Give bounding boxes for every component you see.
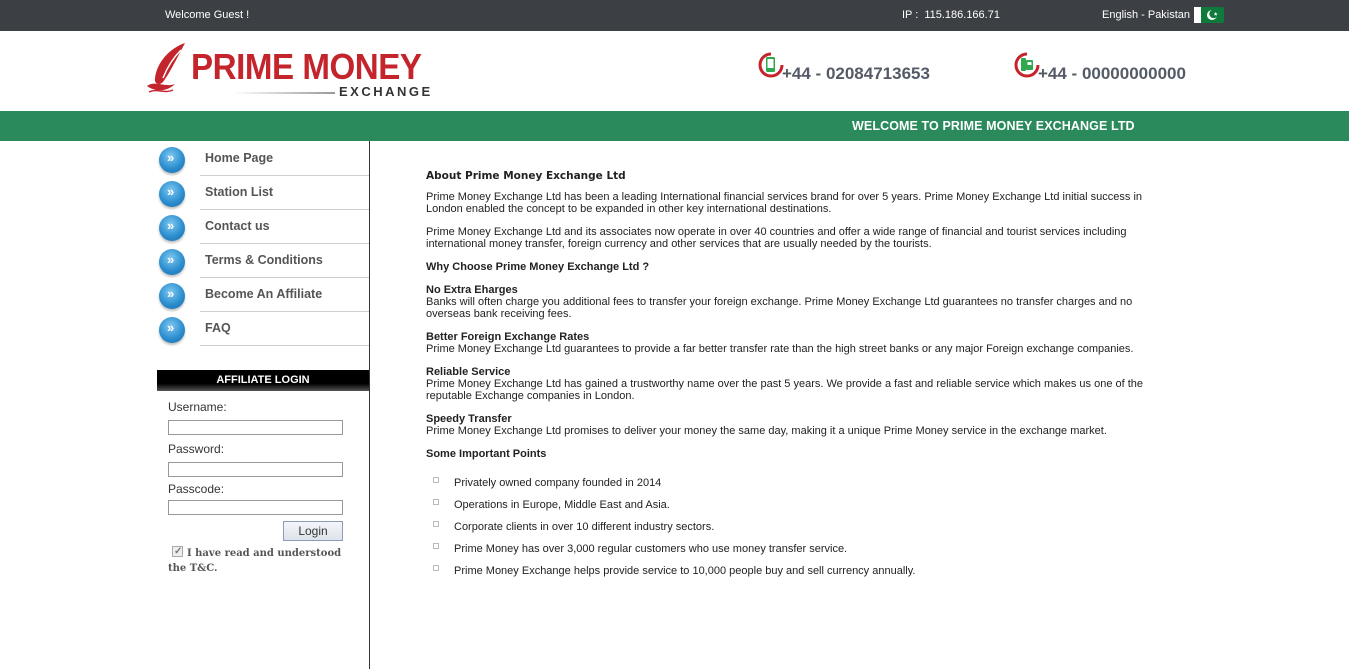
- about-title: About Prime Money Exchange Ltd: [426, 170, 626, 182]
- point-text: Privately owned company founded in 2014: [454, 477, 662, 489]
- nav-label[interactable]: Contact us: [205, 219, 270, 233]
- feature-text: Prime Money Exchange Ltd promises to deliver your money the same day, making it a unique Prime Money service in the exchange market.: [426, 425, 1107, 437]
- ip-label: IP :: [902, 9, 919, 21]
- nav-divider: [200, 345, 369, 346]
- nav-item-become-affiliate[interactable]: [157, 277, 369, 311]
- feature-block: [426, 331, 1146, 355]
- nav-label[interactable]: Become An Affiliate: [205, 287, 323, 301]
- nav-label[interactable]: Station List: [205, 185, 274, 199]
- nav-bullet-icon: [159, 215, 185, 241]
- phone-number-1: +44 - 02084713653: [782, 64, 930, 83]
- important-points-list: [426, 476, 1146, 586]
- nav-item-terms-conditions[interactable]: [157, 243, 369, 277]
- passcode-label: Passcode:: [168, 482, 225, 496]
- point-text: Operations in Europe, Middle East and Asia.: [454, 499, 670, 511]
- terms-text: I have read and understood the T&C.: [168, 548, 342, 574]
- nav-bullet-icon: [159, 283, 185, 309]
- nav-item-faq[interactable]: [157, 311, 369, 345]
- feature-title: No Extra Eharges: [426, 284, 518, 296]
- feature-title: Reliable Service: [426, 366, 511, 378]
- point-text: Prime Money has over 3,000 regular customers who use money transfer service.: [454, 543, 848, 555]
- nav-bullet-icon: [159, 317, 185, 343]
- about-paragraph-2: Prime Money Exchange Ltd and its associates now operate in over 40 countries and offer a wide range of financial and tourist services including international money transfer, foreign currency and other services that are usually needed by the tourists.: [426, 226, 1127, 250]
- feature-text: Prime Money Exchange Ltd has gained a trustworthy name over the past 5 years. We provide a fast and reliable service which makes us one of the reputable Exchange companies in London.: [426, 378, 1144, 402]
- password-label: Password:: [168, 442, 225, 456]
- top-bar: [0, 0, 1349, 31]
- nav-label[interactable]: FAQ: [205, 321, 231, 335]
- username-input[interactable]: [168, 420, 343, 435]
- passcode-input[interactable]: [168, 500, 343, 515]
- language-selector[interactable]: English - Pakistan: [1102, 9, 1191, 21]
- sidebar: [157, 141, 370, 669]
- list-bullet-icon: [433, 521, 439, 527]
- nav-bullet-icon: [159, 147, 185, 173]
- feature-title: Better Foreign Exchange Rates: [426, 331, 590, 343]
- ip-info: [902, 9, 1000, 21]
- main-content: [426, 170, 1146, 586]
- terms-checkbox[interactable]: [172, 546, 183, 557]
- site-logo[interactable]: [145, 40, 445, 102]
- nav-bullet-icon: [159, 181, 185, 207]
- feature-title: Speedy Transfer: [426, 413, 512, 425]
- list-bullet-icon: [433, 543, 439, 549]
- mobile-phone-icon: [758, 52, 784, 78]
- terms-agreement: [168, 546, 358, 576]
- password-input[interactable]: [168, 462, 343, 477]
- affiliate-login-title: AFFILIATE LOGIN: [157, 370, 369, 391]
- list-item: [426, 520, 1146, 542]
- why-choose-title: Why Choose Prime Money Exchange Ltd ?: [426, 261, 650, 273]
- list-item: [426, 564, 1146, 586]
- ip-value: 115.186.166.71: [924, 9, 1000, 21]
- logo-sub-text: EXCHANGE: [339, 84, 433, 99]
- list-item: [426, 542, 1146, 564]
- list-item: [426, 476, 1146, 498]
- list-bullet-icon: [433, 565, 439, 571]
- welcome-banner: [0, 111, 1349, 141]
- nav-label[interactable]: Terms & Conditions: [205, 253, 323, 267]
- feature-block: [426, 366, 1146, 402]
- nav-label[interactable]: Home Page: [205, 151, 274, 165]
- feature-block: [426, 284, 1146, 320]
- feature-text: Banks will often charge you additional fees to transfer your foreign exchange. Prime Money Exchange Ltd guarantees no transfer charges and no overseas bank receiving fees.: [426, 296, 1133, 320]
- phone-number-2: +44 - 00000000000: [1038, 64, 1186, 83]
- point-text: Prime Money Exchange helps provide service to 10,000 people buy and sell currency annually.: [454, 565, 916, 577]
- list-item: [426, 498, 1146, 520]
- point-text: Corporate clients in over 10 different industry sectors.: [454, 521, 715, 533]
- logo-mark-icon: [145, 40, 195, 100]
- username-label: Username:: [168, 400, 227, 414]
- list-bullet-icon: [433, 477, 439, 483]
- logo-brand-text: PRIME MONEY: [191, 46, 422, 87]
- feature-text: Prime Money Exchange Ltd guarantees to provide a far better transfer rate than the high street banks or any major Foreign exchange companies.: [426, 343, 1134, 355]
- nav-item-home-page[interactable]: [157, 141, 369, 175]
- nav-bullet-icon: [159, 249, 185, 275]
- logo-underline: [233, 92, 335, 94]
- welcome-text: Welcome Guest !: [165, 9, 250, 21]
- login-button[interactable]: Login: [283, 521, 343, 541]
- nav-item-station-list[interactable]: [157, 175, 369, 209]
- nav-item-contact-us[interactable]: [157, 209, 369, 243]
- list-bullet-icon: [433, 499, 439, 505]
- pakistan-flag-icon[interactable]: [1194, 7, 1224, 23]
- about-paragraph-1: Prime Money Exchange Ltd has been a leading International financial services brand for over 5 years. Prime Money Exchange Ltd initial success in London enabled the concept to be expanded in other key international destinations.: [426, 191, 1142, 215]
- important-points-title: Some Important Points: [426, 448, 547, 460]
- banner-text: WELCOME TO PRIME MONEY EXCHANGE LTD: [852, 119, 1135, 133]
- landline-phone-icon: [1014, 52, 1040, 78]
- feature-block: [426, 413, 1146, 437]
